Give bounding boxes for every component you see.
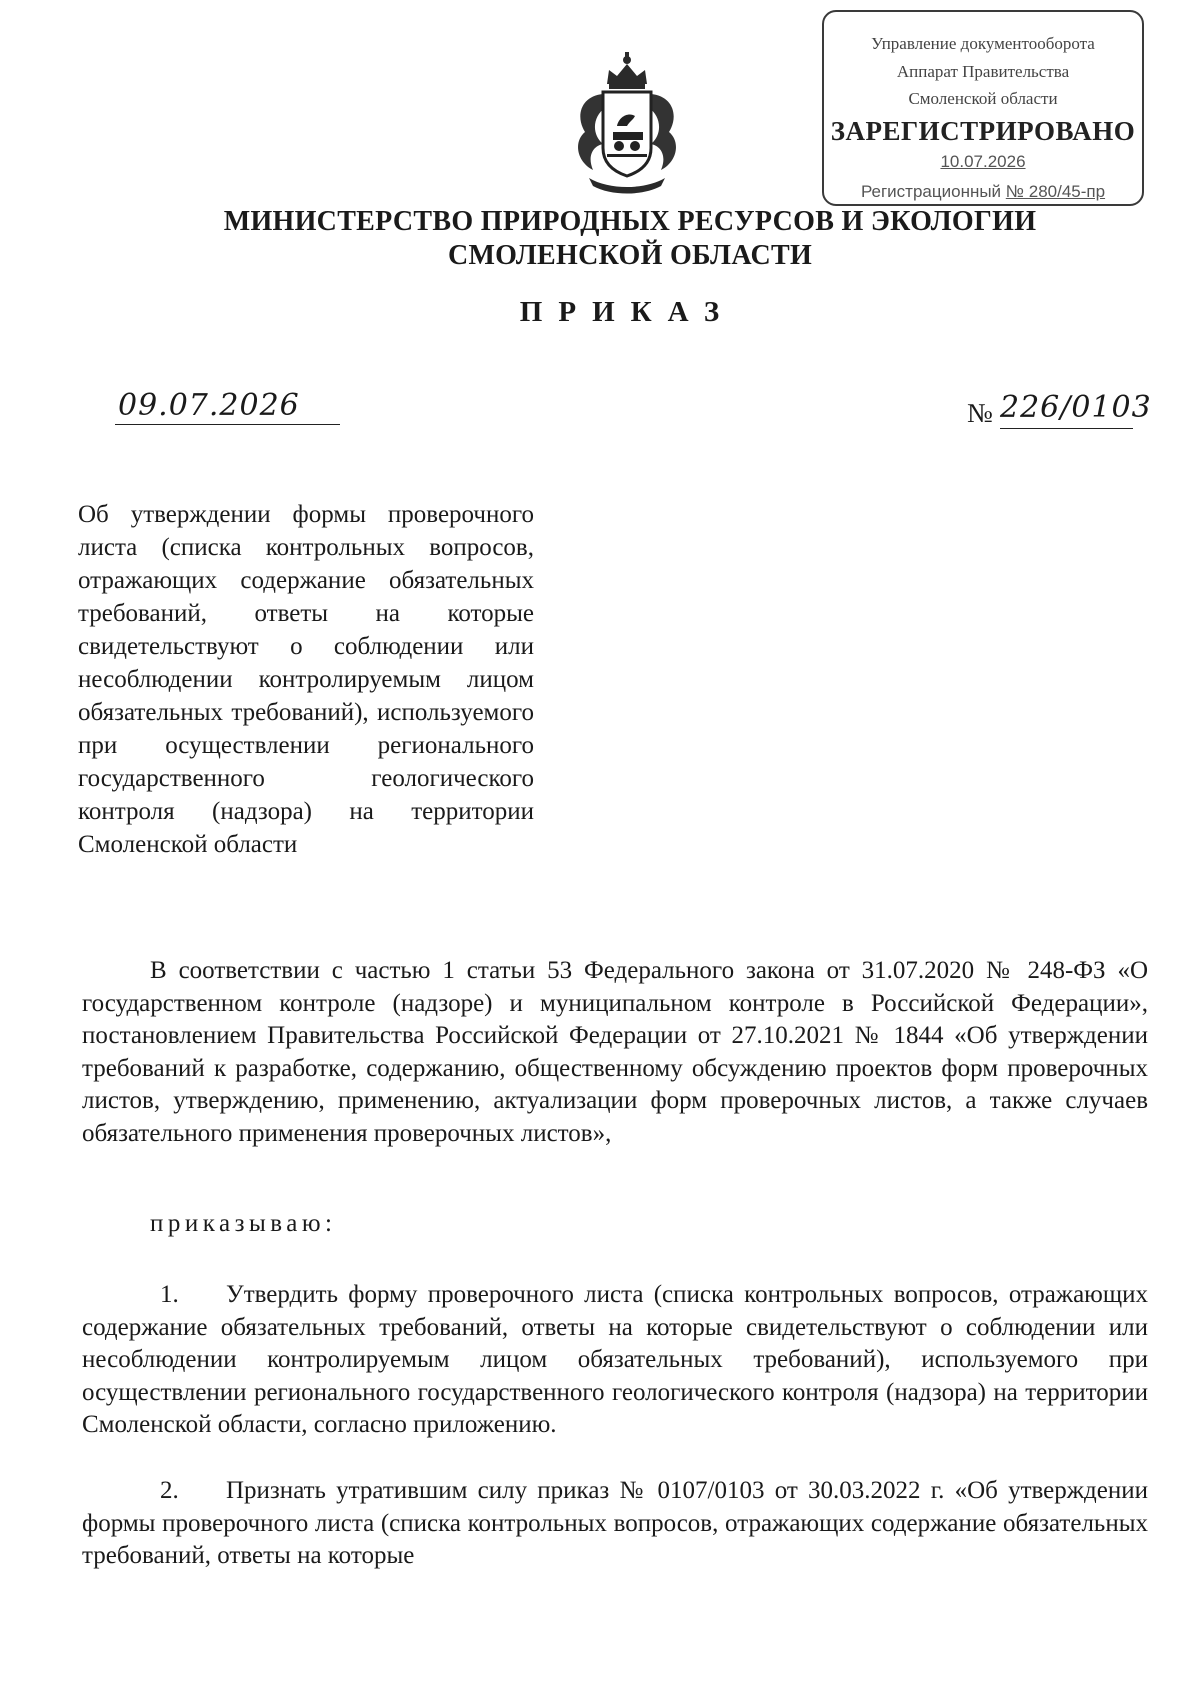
stamp-status: ЗАРЕГИСТРИРОВАНО xyxy=(830,116,1136,146)
order-number-sign: № xyxy=(967,398,993,428)
date-underline xyxy=(115,424,340,425)
ministry-name-line2: СМОЛЕНСКОЙ ОБЛАСТИ xyxy=(447,240,813,271)
coat-of-arms-icon xyxy=(563,46,691,194)
item-text: Признать утратившим силу приказ № 0107/0103 от 30.03.2022 г. «Об утверждении формы проверочного листа (списка контрольных вопросов, отражающих содержание обязательных требований, ответы на которые xyxy=(82,1477,1148,1569)
stamp-reg-prefix: Регистрационный xyxy=(860,182,1006,201)
preamble-paragraph: В соответствии с частью 1 статьи 53 Федерального закона от 31.07.2020 № 248-ФЗ «О государственном контроле (надзоре) и муниципальном контроле в Российской Федерации», постановлением Правительства Российской Федерации от 27.10.2021 № 1844 «Об утверждении требований к разработке, содержанию, общественному обсуждению проектов форм проверочных листов, утверждению, применению, актуализации форм проверочных листов, а также случаев обязательного применения проверочных листов», xyxy=(82,957,1148,1147)
stamp-registration-number xyxy=(824,182,1142,202)
order-word: приказываю: xyxy=(150,1210,337,1237)
stamp-reg-number: № 280/45-пр xyxy=(1005,182,1106,201)
registration-stamp xyxy=(822,10,1144,206)
order-date: 09.07.2026 xyxy=(118,388,300,423)
order-item xyxy=(82,1279,1148,1442)
order-item xyxy=(82,1475,1148,1573)
item-number: 2. xyxy=(160,1477,179,1504)
stamp-region: Смоленской области xyxy=(908,89,1058,108)
stamp-department: Управление документооборота xyxy=(871,34,1095,53)
stamp-apparatus: Аппарат Правительства xyxy=(896,62,1070,81)
ministry-name-line1: МИНИСТЕРСТВО ПРИРОДНЫХ РЕСУРСОВ И ЭКОЛОГИИ xyxy=(223,206,1037,237)
stamp-date: 10.07.2026 xyxy=(940,152,1026,171)
item-number: 1. xyxy=(160,1281,179,1308)
order-number: 226/0103 xyxy=(1000,390,1152,425)
order-subject: Об утверждении формы проверочного листа (списка контрольных вопросов, отражающих содержание обязательных требований, ответы на которые свидетельствуют о соблюдении или несоблюдении контролируемым лицом обязательных требований), используемого при осуществлении регионального государственного геологического контроля (надзора) на территории Смоленской области xyxy=(78,501,534,858)
number-underline xyxy=(1000,428,1133,429)
document-type-title: ПРИКАЗ xyxy=(519,296,736,328)
item-text: Утвердить форму проверочного листа (списка контрольных вопросов, отражающих содержание обязательных требований, ответы на которые свидетельствуют о соблюдении или несоблюдении контролируемым лицом обязательных требований), используемого при осуществлении регионального государственного геологического контроля (надзора) на территории Смоленской области, согласно приложению. xyxy=(82,1281,1148,1438)
